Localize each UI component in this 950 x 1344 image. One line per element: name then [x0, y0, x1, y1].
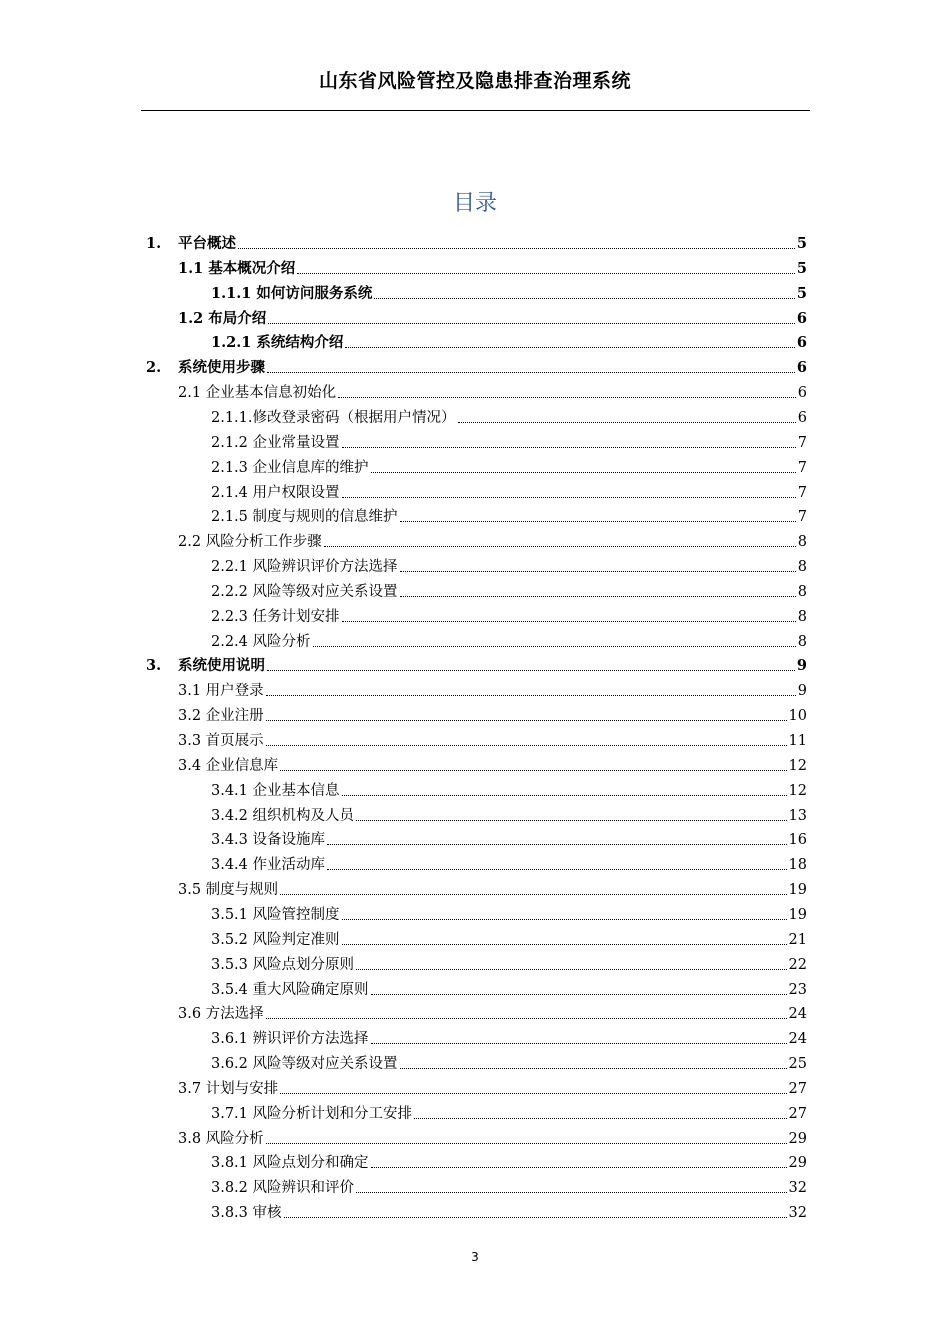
toc-entry-label: 2.1.2 企业常量设置 — [211, 434, 340, 451]
toc-entry-page: 9 — [797, 683, 807, 700]
toc-entry[interactable] — [211, 428, 807, 452]
toc-entry[interactable] — [146, 651, 807, 675]
toc-entry-page: 19 — [788, 882, 807, 899]
toc-entry[interactable] — [146, 229, 807, 253]
toc-entry[interactable] — [211, 552, 807, 576]
toc-leader-dots — [342, 795, 787, 796]
toc-entry-page: 32 — [788, 1180, 807, 1197]
toc-entry-label: 3.4.4 作业活动库 — [211, 857, 326, 874]
toc-leader-dots — [342, 919, 787, 920]
toc-entry-label: 3.3 首页展示 — [178, 733, 264, 749]
toc-entry-label: 2.2.3 任务计划安排 — [211, 608, 340, 625]
toc-entry[interactable] — [211, 1024, 807, 1048]
toc-entry-label: 2.1.1.修改登录密码（根据用户情况） — [211, 409, 456, 426]
toc-leader-dots — [345, 347, 794, 348]
toc-entry-label: 3.4 企业信息库 — [178, 757, 279, 774]
toc-entry[interactable] — [211, 478, 807, 502]
toc-entry-page: 21 — [788, 931, 807, 948]
toc-entry-label: 3.1 用户登录 — [178, 683, 264, 700]
toc-entry-page: 8 — [797, 608, 807, 625]
toc-entry-label: 3.5.4 重大风险确定原则 — [211, 981, 369, 998]
toc-entry-page: 7 — [797, 509, 807, 526]
toc-leader-dots — [280, 1093, 786, 1094]
toc-entry[interactable] — [178, 1074, 807, 1098]
toc-entry-label: 1.1 基本概况介绍 — [178, 259, 296, 277]
toc-leader-dots — [266, 745, 787, 746]
toc-leader-dots — [327, 869, 787, 870]
toc-entry-page: 29 — [788, 1155, 807, 1172]
toc-entry-label: 2.2.4 风险分析 — [211, 633, 311, 650]
toc-entry[interactable] — [211, 279, 807, 303]
toc-leader-dots — [266, 1018, 787, 1019]
toc-entry-page: 24 — [788, 1031, 807, 1048]
toc-entry-label: 1.1.1 如何访问服务系统 — [211, 284, 373, 302]
toc-entry-page: 11 — [788, 733, 807, 749]
toc-leader-dots — [267, 372, 795, 373]
toc-entry[interactable] — [211, 776, 807, 800]
toc-entry[interactable] — [178, 1124, 807, 1148]
toc-entry[interactable] — [211, 627, 807, 651]
toc-leader-dots — [400, 596, 796, 597]
toc-entry-page: 18 — [788, 857, 807, 874]
toc-entry[interactable] — [211, 1173, 807, 1197]
toc-entry-label: 3.6.1 辨识评价方法选择 — [211, 1031, 369, 1048]
toc-entry-label: 系统使用说明 — [178, 657, 265, 675]
toc-entry[interactable] — [178, 676, 807, 700]
toc-leader-dots — [400, 571, 796, 572]
toc-entry[interactable] — [211, 403, 807, 427]
toc-entry-page: 23 — [788, 981, 807, 998]
toc-entry[interactable] — [178, 254, 807, 278]
toc-entry-label: 3.5 制度与规则 — [178, 882, 279, 899]
toc-entry[interactable] — [178, 999, 807, 1023]
toc-entry[interactable] — [211, 925, 807, 949]
toc-leader-dots — [356, 1192, 787, 1193]
toc-entry[interactable] — [178, 378, 807, 402]
toc-leader-dots — [280, 894, 786, 895]
toc-entry-page: 6 — [797, 385, 807, 402]
toc-entry-label: 系统使用步骤 — [178, 359, 265, 377]
toc-leader-dots — [266, 695, 796, 696]
toc-entry-page: 6 — [797, 409, 807, 426]
toc-entry[interactable] — [211, 1198, 807, 1222]
toc-leader-dots — [342, 447, 796, 448]
toc-leader-dots — [284, 1217, 787, 1218]
toc-entry[interactable] — [211, 577, 807, 601]
toc-entry-page: 24 — [788, 1006, 807, 1023]
toc-entry-label: 2.2.1 风险辨识评价方法选择 — [211, 559, 398, 576]
toc-entry-page: 29 — [788, 1130, 807, 1147]
toc-leader-dots — [324, 546, 796, 547]
toc-entry-label: 3.5.1 风险管控制度 — [211, 906, 340, 923]
toc-entry[interactable] — [211, 1049, 807, 1073]
toc-entry[interactable] — [211, 801, 807, 825]
toc-entry-page: 22 — [788, 956, 807, 973]
toc-entry-number: 2. — [146, 359, 162, 377]
toc-entry-label: 3.2 企业注册 — [178, 708, 264, 725]
toc-leader-dots — [371, 1043, 787, 1044]
toc-entry[interactable] — [211, 1148, 807, 1172]
toc-entry-label: 2.2.2 风险等级对应关系设置 — [211, 583, 398, 600]
toc-leader-dots — [268, 323, 795, 324]
toc-entry-page: 5 — [796, 235, 807, 252]
toc-entry-page: 6 — [796, 309, 807, 327]
toc-entry-label: 3.8.2 风险辨识和评价 — [211, 1180, 355, 1197]
toc-entry[interactable] — [211, 975, 807, 999]
toc-leader-dots — [371, 1167, 787, 1168]
toc-entry[interactable] — [178, 527, 807, 551]
toc-entry-page: 8 — [797, 559, 807, 576]
toc-leader-dots — [267, 670, 795, 671]
page-number: 3 — [471, 1250, 479, 1264]
toc-entry-page: 25 — [788, 1056, 807, 1073]
toc-entry-label: 2.1.5 制度与规则的信息维护 — [211, 509, 398, 526]
toc-leader-dots — [297, 273, 795, 274]
toc-entry-label: 3.8 风险分析 — [178, 1130, 264, 1147]
toc-leader-dots — [400, 521, 796, 522]
toc-leader-dots — [338, 397, 796, 398]
toc-entry-label: 3.7.1 风险分析计划和分工安排 — [211, 1105, 413, 1122]
toc-entry-label: 2.1.3 企业信息库的维护 — [211, 459, 369, 476]
toc-leader-dots — [266, 720, 787, 721]
toc-entry-label: 3.6.2 风险等级对应关系设置 — [211, 1056, 398, 1073]
toc-entry-label: 2.1 企业基本信息初始化 — [178, 385, 337, 402]
toc-entry-page: 6 — [796, 359, 807, 377]
toc-leader-dots — [356, 969, 787, 970]
toc-entry[interactable] — [178, 751, 807, 775]
toc-entry[interactable] — [211, 602, 807, 626]
toc-entry-label: 3.5.3 风险点划分原则 — [211, 956, 355, 973]
toc-leader-dots — [342, 621, 796, 622]
toc-entry-label: 1.2.1 系统结构介绍 — [211, 334, 344, 352]
toc-entry-page: 32 — [788, 1205, 807, 1222]
toc-leader-dots — [280, 770, 786, 771]
toc-entry[interactable] — [178, 304, 807, 328]
document-header-title: 山东省风险管控及隐患排查治理系统 — [318, 70, 631, 92]
toc-entry-page: 7 — [797, 434, 807, 451]
toc-entry-page: 8 — [797, 633, 807, 650]
toc-entry-label: 2.2 风险分析工作步骤 — [178, 534, 322, 551]
toc-entry[interactable] — [146, 353, 807, 377]
toc-entry[interactable] — [211, 825, 807, 849]
toc-leader-dots — [371, 994, 787, 995]
toc-leader-dots — [414, 1118, 787, 1119]
toc-leader-dots — [327, 844, 787, 845]
toc-entry[interactable] — [211, 328, 807, 352]
toc-entry-label: 3.8.1 风险点划分和确定 — [211, 1155, 369, 1172]
toc-heading: 目录 — [452, 191, 497, 216]
toc-leader-dots — [342, 497, 796, 498]
toc-entry-page: 5 — [796, 259, 807, 277]
toc-entry-page: 5 — [796, 284, 807, 302]
toc-entry-page: 8 — [797, 583, 807, 600]
toc-leader-dots — [374, 298, 794, 299]
toc-entry-label: 1.2 布局介绍 — [178, 309, 267, 327]
toc-entry-page: 7 — [797, 484, 807, 501]
toc-leader-dots — [356, 820, 787, 821]
toc-entry-label: 3.4.3 设备设施库 — [211, 832, 326, 849]
toc-leader-dots — [458, 422, 796, 423]
toc-entry[interactable] — [178, 701, 807, 725]
toc-entry[interactable] — [211, 950, 807, 974]
toc-entry-label: 平台概述 — [178, 235, 236, 252]
toc-entry-page: 6 — [796, 334, 807, 352]
toc-entry-label: 3.6 方法选择 — [178, 1006, 264, 1023]
toc-entry-page: 27 — [788, 1080, 807, 1097]
toc-leader-dots — [400, 1068, 787, 1069]
toc-entry-page: 12 — [788, 757, 807, 774]
toc-leader-dots — [371, 472, 796, 473]
toc-entry-label: 2.1.4 用户权限设置 — [211, 484, 340, 501]
toc-entry-label: 3.4.2 组织机构及人员 — [211, 807, 355, 824]
toc-entry[interactable] — [211, 900, 807, 924]
toc-leader-dots — [238, 248, 795, 249]
toc-entry[interactable] — [211, 453, 807, 477]
toc-entry-page: 16 — [788, 832, 807, 849]
toc-entry-label: 3.7 计划与安排 — [178, 1080, 279, 1097]
toc-entry-page: 8 — [797, 534, 807, 551]
toc-entry[interactable] — [211, 1099, 807, 1123]
toc-entry[interactable] — [178, 875, 807, 899]
toc-entry-page: 27 — [788, 1105, 807, 1122]
toc-entry-page: 13 — [788, 807, 807, 824]
toc-entry-page: 12 — [788, 782, 807, 799]
toc-entry[interactable] — [211, 850, 807, 874]
toc-entry-page: 10 — [788, 708, 807, 725]
toc-entry-page: 7 — [797, 459, 807, 476]
toc-entry-page: 9 — [796, 657, 807, 675]
toc-entry-label: 3.5.2 风险判定准则 — [211, 931, 340, 948]
header-divider — [141, 110, 810, 111]
toc-entry-page: 19 — [788, 906, 807, 923]
toc-leader-dots — [342, 944, 787, 945]
toc-leader-dots — [266, 1143, 787, 1144]
toc-entry[interactable] — [211, 502, 807, 526]
toc-entry-label: 3.4.1 企业基本信息 — [211, 782, 340, 799]
toc-entry-number: 1. — [146, 235, 162, 252]
toc-entry-label: 3.8.3 审核 — [211, 1205, 282, 1222]
toc-leader-dots — [313, 646, 796, 647]
toc-entry[interactable] — [178, 726, 807, 750]
toc-entry-number: 3. — [146, 657, 162, 675]
